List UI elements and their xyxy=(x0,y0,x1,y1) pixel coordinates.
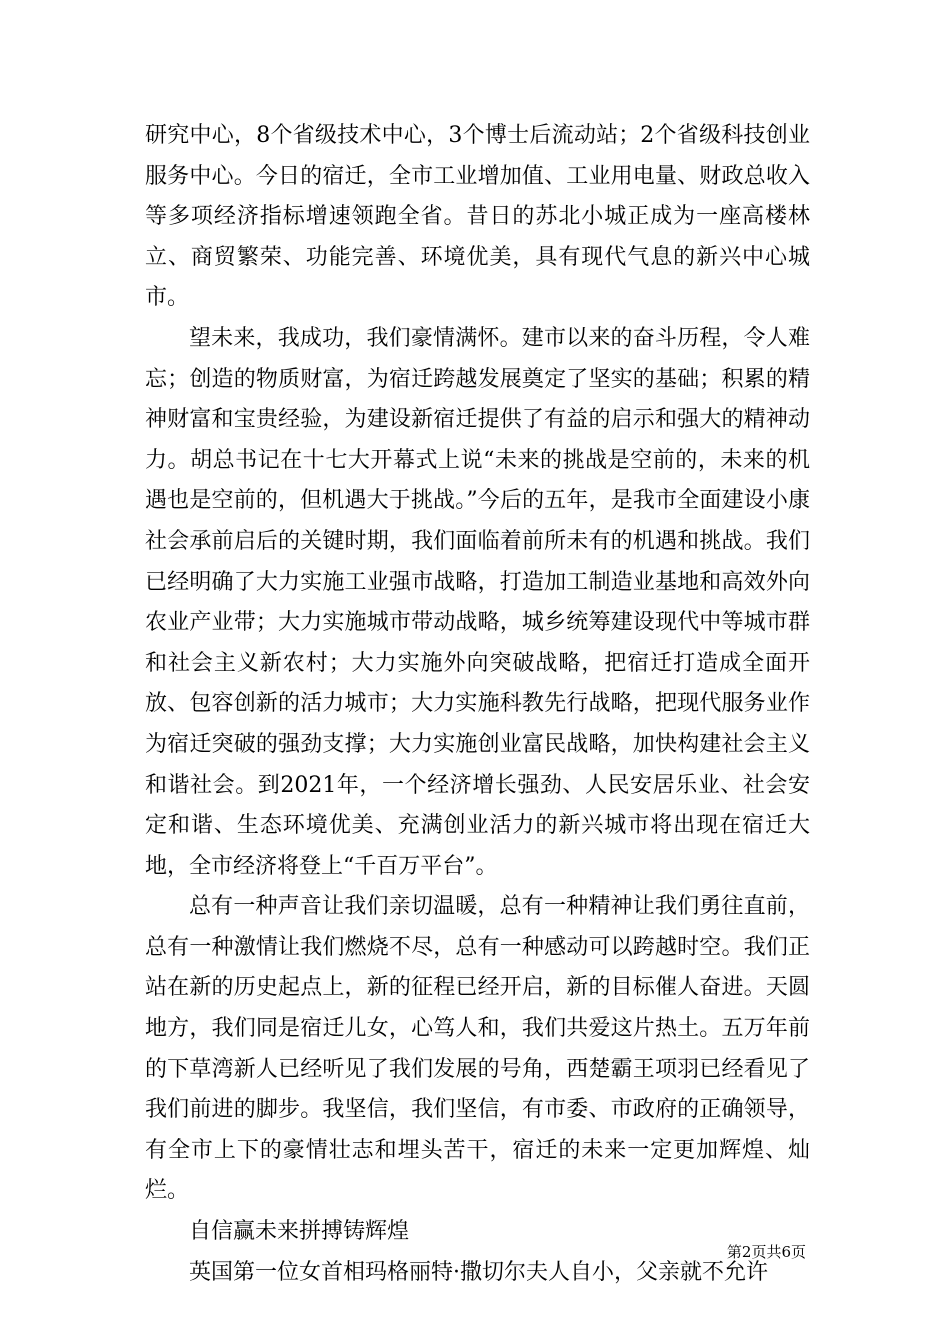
paragraph-future-outlook: 望未来，我成功，我们豪情满怀。建市以来的奋斗历程，令人难忘；创造的物质财富，为宿迁跨越发展奠定了坚实的基础；积累的精神财富和宝贵经验，为建设新宿迁提供了有益的启示和强大的精神动力。胡总书记在十七大开幕式上说“未来的挑战是空前的，未来的机遇也是空前的，但机遇大于挑战。”今后的五年，是我市全面建设小康社会承前启后的关键时期，我们面临着前所未有的机遇和挑战。我们已经明确了大力实施工业强市战略，打造加工制造业基地和高效外向农业产业带；大力实施城市带动战略，城乡统筹建设现代中等城市群和社会主义新农村；大力实施外向突破战略，把宿迁打造成全面开放、包容创新的活力城市；大力实施科教先行战略，把现代服务业作为宿迁突破的强劲支撑；大力实施创业富民战略，加快构建社会主义和谐社会。到2021年，一个经济增长强劲、人民安居乐业、社会安定和谐、生态环境优美、充满创业活力的新兴城市将出现在宿迁大地，全市经济将登上“千百万平台”。 xyxy=(145,325,810,879)
page-number-footer: 第2页共6页 xyxy=(726,1243,806,1261)
paragraph-continuation: 研究中心，8个省级技术中心，3个博士后流动站；2个省级科技创业服务中心。今日的宿迁，全市工业增加值、工业用电量、财政总收入等多项经济指标增速领跑全省。昔日的苏北小城正成为一座高楼林立、商贸繁荣、功能完善、环境优美，具有现代气息的新兴中心城市。 xyxy=(145,123,810,311)
document-body xyxy=(145,116,810,1293)
paragraph-spirit: 总有一种声音让我们亲切温暖，总有一种精神让我们勇往直前，总有一种激情让我们燃烧不尽，总有一种感动可以跨越时空。我们正站在新的历史起点上，新的征程已经开启，新的目标催人奋进。天圆地方，我们同是宿迁儿女，心笃人和，我们共爱这片热土。五万年前的下草湾新人已经听见了我们发展的号角，西楚霸王项羽已经看见了我们前进的脚步。我坚信，我们坚信，有市委、市政府的正确领导，有全市上下的豪情壮志和埋头苦干，宿迁的未来一定更加辉煌、灿烂。 xyxy=(145,894,810,1204)
paragraph-thatcher: 英国第一位女首相玛格丽特·撒切尔夫人自小，父亲就不允许 xyxy=(189,1259,768,1285)
section-heading: 自信赢未来拼搏铸辉煌 xyxy=(189,1219,410,1245)
